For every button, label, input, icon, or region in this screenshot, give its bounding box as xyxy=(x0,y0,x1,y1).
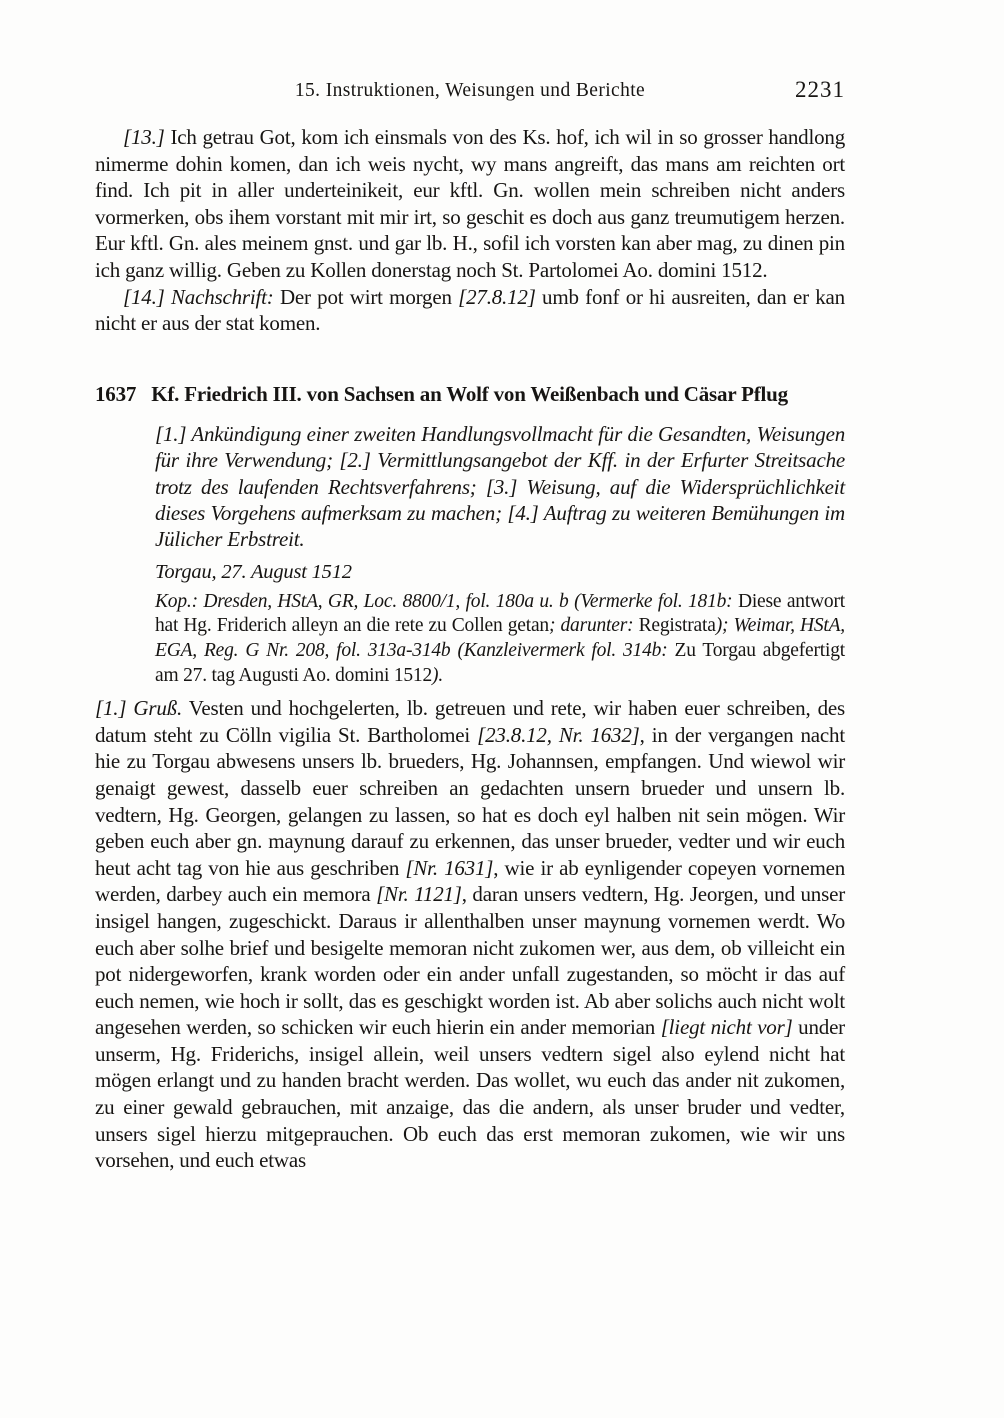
entry-number: 1637 xyxy=(95,381,137,406)
entry-summary: [1.] Ankündigung einer zweiten Handlungsvollmacht für die Gesandten, Weisungen für ihre Verwendung; [2.] Vermittlungsangebot der Kff. in der Erfurter Streitsache trotz des laufenden Rechtsverfahrens; [3.] Weisung, auf die Widersprüchlichkeit dieses Vorgehens aufmerksam zu machen; [4.] Auftrag zu weiteren Bemühungen im Jülicher Erbstreit. xyxy=(155,421,845,552)
entry-heading xyxy=(95,382,845,407)
running-header-title: 15. Instruktionen, Weisungen und Berichte xyxy=(294,80,646,101)
entry-source-note: Kop.: Dresden, HStA, GR, Loc. 8800/1, fol. 180a u. b (Vermerke fol. 181b: Diese antwort hat Hg. Friderich alleyn an die rete zu Collen getan; darunter: Registrata); Weimar, HStA, EGA, Reg. G Nr. 208, fol. 313a-314b (Kanzleivermerk fol. 314b: Zu Torgau abgefertigt am 27. tag Augusti Ao. domini 1512). xyxy=(155,590,845,686)
entry-title: Kf. Friedrich III. von Sachsen an Wolf von Weißenbach und Cäsar Pflug xyxy=(151,381,788,406)
paragraph-13: [13.] Ich getrau Got, kom ich einsmals von des Ks. hof, ich wil in so grosser handlong nimerme dohin komen, dan ich weis nycht, wy mans angreift, das mans am reichten ort find. Ich pit in aller underteinikeit, eur kftl. Gn. wollen mein schreiben nicht anders vormerken, obs ihem vorstant mit mir irt, so geschit es doch aus ganz treumutigem herzen. Eur kftl. Gn. ales meinem gnst. und gar lb. H., sofil ich vorsten kan aber mag, zu dinen pin ich ganz willig. Geben zu Kollen donerstag noch St. Partolomei Ao. domini 1512. xyxy=(95,125,845,282)
paragraph-14-nachschrift: [14.] Nachschrift: Der pot wirt morgen [27.8.12] umb fonf or hi ausreiten, dan er kan nicht er aus der stat komen. xyxy=(95,284,845,336)
page-number: 2231 xyxy=(795,77,845,102)
entry-dateline: Torgau, 27. August 1512 xyxy=(155,560,352,583)
running-head xyxy=(95,77,845,108)
entry-body-text: [1.] Gruß. Vesten und hochgelerten, lb. getreuen und rete, wir haben euer schreiben, des datum steht zu Cölln vigilia St. Bartholomei [23.8.12, Nr. 1632], in der vergangen nacht hie zu Torgau abwesens unsers lb. brueders, Hg. Johannsen, empfangen. Und wiewol wir genaigt gewest, dasselb euer schreiben an gedachten unsern brueder und unsern lb. vedtern, Hg. Georgen, gelangen zu lassen, so hat es doch eyl halben nit sein mögen. Wir geben euch aber gn. maynung darauf zu erkennen, das unser brueder, vedter und wir euch heut acht tag von hie aus geschriben [Nr. 1631], wie ir ab eynligender copeyen vornemen werden, darbey auch ein memora [Nr. 1121], daran unsers vedtern, Hg. Jeorgen, und unser insigel hangen, zugeschickt. Daraus ir allenthalben unser maynung vornemen werdt. Wo euch aber solhe brief und besigelte memoran nicht zukomen wer, aus dem, ob villeicht ein pot nidergeworfen, krank worden oder ein ander unfall zugestanden, so möcht ir das auf euch nemen, wie hoch ir sollt, das es geschigkt worden ist. Ab aber solichs auch nicht wolt angesehen werden, so schicken wir euch hierin ein ander memorian [liegt nicht vor] under unserm, Hg. Friderichs, insigel allein, weil unsers vedtern sigel also eylend nicht hat mögen erlangt und zu handen bracht werden. Das wollet, wu euch das ander nit zukomen, zu einer gewald gebrauchen, mit anzaige, das die andern, als unser bruder und vedter, unsers sigel hierzu mitgeprauchen. Ob euch das erst memoran zukomen, wie wir uns vorsehen, und euch etwas xyxy=(95,696,845,1173)
